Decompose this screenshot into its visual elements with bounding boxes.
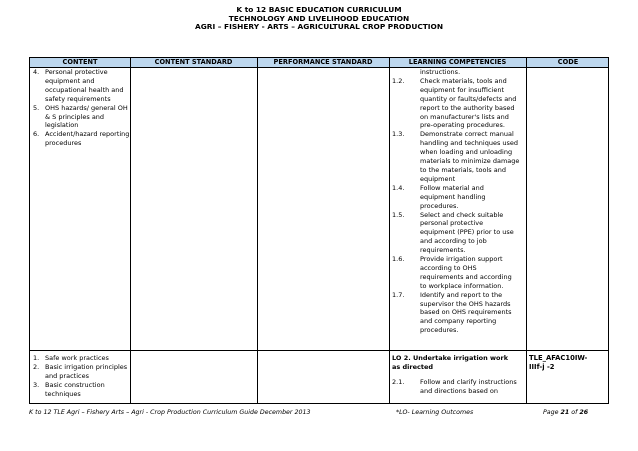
row2-code-cell (529, 354, 607, 372)
table-header-row (30, 58, 608, 68)
code-line: TLE_AFAC10IW- (529, 354, 588, 362)
column-divider (130, 58, 131, 403)
column-header-performance-standard: PERFORMANCE STANDARD (273, 58, 373, 66)
list-item: 1.5. Select and check suitable personal protective equipment (PPE) prior to use and according to job requirements. (392, 210, 514, 255)
document-header (0, 6, 638, 32)
row1-content-cell (33, 68, 128, 148)
column-divider (257, 58, 258, 403)
header-title: K to 12 BASIC EDUCATION CURRICULUM (236, 5, 402, 14)
footer-guide-title: K to 12 TLE Agri – Fishery Arts – Agri - Crop Production Curriculum Guide December 2013 (29, 409, 311, 416)
list-item: 1.3. Demonstrate correct manual handling and techniques used when loading and unloading materials to minimize damage to the materials, tools and equipment (392, 130, 520, 183)
row1-competencies-cell (392, 68, 524, 335)
list-item: 1.6. Provide irrigation support according to OHS requirements and according to workplace information. (392, 255, 512, 290)
column-header-learning-competencies: LEARNING COMPETENCIES (408, 58, 507, 66)
column-header-code: CODE (557, 58, 579, 66)
row2-content-cell (33, 354, 128, 399)
footer-legend: *LO- Learning Outcomes (396, 409, 474, 416)
column-header-content-standard: CONTENT STANDARD (154, 58, 233, 66)
list-item: 5. OHS hazards/ general OH & S principles and legislation (33, 103, 128, 130)
row2-competencies-cell (392, 354, 524, 396)
learning-outcome-title: LO 2. Undertake irrigation work (392, 354, 509, 362)
list-item: 2. Basic irrigation principles and practices (33, 362, 128, 380)
learning-outcome-title-cont: as directed (392, 362, 434, 371)
header-subtitle: TECHNOLOGY AND LIVELIHOOD EDUCATION (228, 13, 410, 23)
list-item: 1.4. Follow material and equipment handling procedures. (392, 183, 486, 210)
list-item: 1. Safe work practices (33, 354, 109, 362)
row-divider (30, 350, 608, 351)
column-header-content: CONTENT (62, 58, 98, 66)
column-divider (389, 58, 390, 403)
code-line: IIIf-j -2 (529, 362, 555, 371)
footer-page-number: Page 21 of 26 (543, 409, 589, 416)
column-divider (526, 58, 527, 403)
list-item: 3. Basic construction techniques (33, 380, 105, 398)
list-item: 1.2. Check materials, tools and equipment for insufficient quantity or faults/defects and report to the authority based on manufacturer's lists and pre-operating procedures. (392, 76, 517, 130)
list-item: 6. Accident/hazard reporting procedures (33, 130, 130, 148)
list-item: instructions. (420, 68, 461, 76)
list-item: 4. Personal protective equipment and occupational health and safety requirements (33, 68, 124, 103)
list-item: 2.1. Follow and clarify instructions and directions based on (392, 377, 517, 395)
header-strand: AGRI – FISHERY - ARTS – AGRICULTURAL CROP PRODUCTION (194, 22, 444, 32)
curriculum-table (29, 57, 609, 404)
list-item: 1.7. Identify and report to the supervisor the OHS hazards based on OHS requirements and company reporting procedures. (392, 290, 512, 335)
